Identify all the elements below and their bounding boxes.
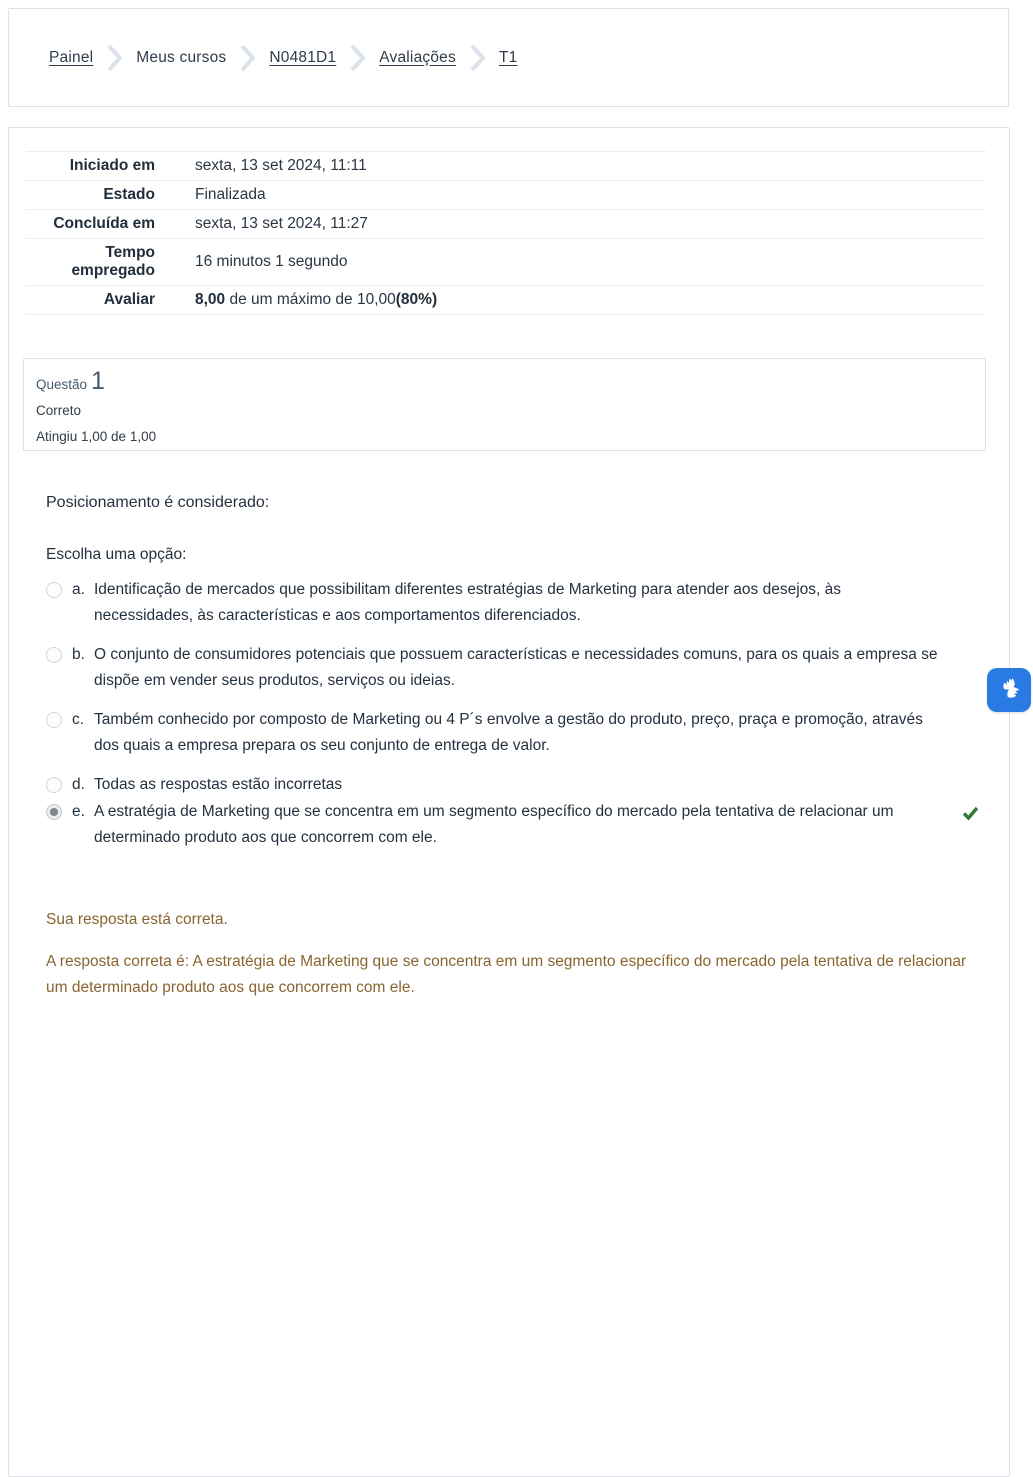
chevron-right-icon (350, 45, 365, 71)
option-text: A estratégia de Marketing que se concentra em um segmento específico do mercado pela tentativa de relacionar um determinado produto aos que concorrem com ele. (94, 803, 894, 846)
table-row (26, 152, 986, 181)
breadcrumb-link-t1[interactable]: T1 (498, 48, 518, 66)
sign-language-hands-icon (996, 675, 1023, 705)
question-label: Questão (36, 377, 88, 392)
table-row (26, 210, 986, 239)
grade-achieved: 8,00 (195, 291, 226, 308)
chevron-right-icon (240, 45, 255, 71)
question-grade: Atingiu 1,00 de 1,00 (36, 429, 157, 444)
sign-language-accessibility-button[interactable] (987, 668, 1031, 712)
breadcrumb-link-avaliacoes[interactable]: Avaliações (379, 48, 456, 66)
attempt-summary-table (26, 151, 986, 315)
summary-value: sexta, 13 set 2024, 11:11 (195, 157, 367, 174)
correct-check-icon (962, 804, 979, 830)
answer-option-d[interactable] (46, 772, 979, 798)
question-number-line (36, 367, 973, 396)
answer-option-e-selected[interactable] (46, 799, 979, 851)
option-text: Todas as respostas estão incorretas (94, 776, 343, 793)
radio-button-b[interactable] (46, 647, 62, 663)
summary-label: Iniciado em (69, 157, 155, 174)
chevron-right-icon (107, 45, 122, 71)
answer-option-a[interactable] (46, 577, 979, 629)
chevron-right-icon (470, 45, 485, 71)
answer-prompt: Escolha uma opção: (46, 546, 187, 563)
option-letter: a. (72, 581, 85, 598)
summary-value: sexta, 13 set 2024, 11:27 (195, 215, 368, 232)
summary-value: Finalizada (195, 186, 266, 203)
feedback-answer-line: A resposta correta é: A estratégia de Marketing que se concentra em um segmento específico do mercado pela tentativa de relacionar um determinado produto aos que concorrem com ele. (46, 953, 967, 996)
table-row (26, 181, 986, 210)
feedback-correct-line: Sua resposta está correta. (46, 911, 228, 928)
question-text: Posicionamento é considerado: (46, 494, 270, 511)
radio-button-e-checked[interactable] (46, 804, 62, 820)
summary-label: Avaliar (103, 291, 155, 308)
summary-label: Tempo empregado (71, 244, 155, 279)
option-text: Identificação de mercados que possibilitam diferentes estratégias de Marketing para atender aos desejos, às necessidades, às características e aos comportamentos diferenciados. (94, 581, 842, 624)
summary-value: 16 minutos 1 segundo (195, 253, 348, 270)
option-letter: c. (72, 711, 85, 728)
option-letter: e. (72, 803, 85, 820)
answer-option-c[interactable] (46, 707, 979, 759)
radio-button-a[interactable] (46, 582, 62, 598)
breadcrumb-card (8, 8, 1009, 107)
option-letter: d. (72, 776, 85, 793)
summary-label: Estado (103, 186, 155, 203)
table-row (26, 239, 986, 286)
answer-options (46, 577, 979, 851)
summary-grade-value (179, 286, 986, 315)
option-text: Também conhecido por composto de Marketing ou 4 P´s envolve a gestão do produto, preço, praça e promoção, através dos quais a empresa prepara os seu conjunto de entrega de valor. (94, 711, 923, 754)
option-text: O conjunto de consumidores potenciais que possuem características e necessidades comuns, para os quais a empresa se dispõe em vender seus produtos, serviços ou ideias. (94, 646, 938, 689)
breadcrumb-item-meus-cursos: Meus cursos (136, 48, 227, 66)
question-state: Correto (36, 403, 82, 418)
question-info-box (23, 358, 986, 451)
summary-label: Concluída em (53, 215, 155, 232)
radio-button-c[interactable] (46, 712, 62, 728)
grade-out-of: de um máximo de 10,00 (225, 291, 396, 308)
question-feedback (46, 907, 979, 1001)
grade-percent: (80%) (395, 291, 438, 308)
table-row (26, 286, 986, 315)
breadcrumb (9, 9, 1008, 106)
breadcrumb-link-course[interactable]: N0481D1 (269, 48, 337, 66)
question-body (46, 494, 979, 1001)
question-number: 1 (91, 367, 105, 395)
option-letter: b. (72, 646, 85, 663)
breadcrumb-link-painel[interactable]: Painel (49, 48, 94, 66)
answer-option-b[interactable] (46, 642, 979, 694)
quiz-attempt-card (8, 127, 1010, 1477)
radio-button-d[interactable] (46, 777, 62, 793)
